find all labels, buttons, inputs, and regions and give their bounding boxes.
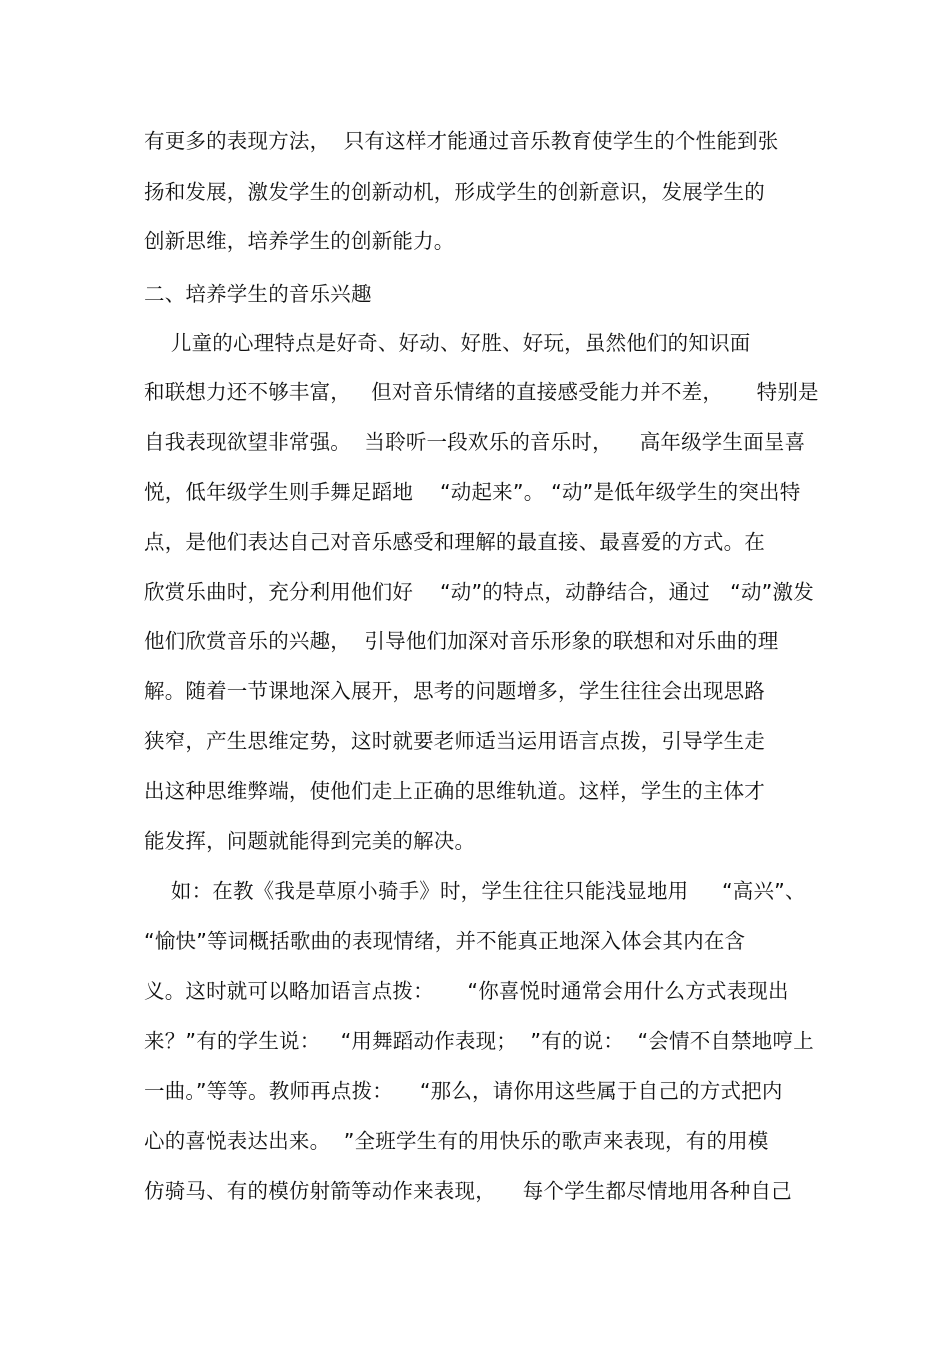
section-heading: 二、培养学生的音乐兴趣	[144, 282, 372, 306]
text-line: 来？”有的学生说： “用舞蹈动作表现； ”有的说： “会情不自禁地哼上	[144, 1029, 814, 1053]
text-line: 义。这时就可以略加语言点拨： “你喜悦时通常会用什么方式表现出	[144, 979, 789, 1003]
text-line: 一曲。”等等。教师再点拨： “那么，请你用这些属于自己的方式把内	[144, 1079, 783, 1103]
text-line: 狭窄，产生思维定势，这时就要老师适当运用语言点拨，引导学生走	[144, 729, 765, 753]
text-line: 扬和发展，激发学生的创新动机，形成学生的创新意识，发展学生的	[144, 180, 765, 204]
text-line: 自我表现欲望非常强。 当聆听一段欢乐的音乐时， 高年级学生面呈喜	[144, 430, 806, 454]
text-line: 有更多的表现方法， 只有这样才能通过音乐教育使学生的个性能到张	[144, 129, 779, 153]
text-line: 能发挥，问题就能得到完美的解决。	[144, 829, 476, 853]
text-line: 出这种思维弊端，使他们走上正确的思维轨道。这样，学生的主体才	[144, 779, 765, 803]
text-line: 如：在教《我是草原小骑手》时，学生往往只能浅显地用 “高兴”、	[144, 879, 806, 903]
text-line: 欣赏乐曲时，充分利用他们好 “动”的特点，动静结合，通过 “动”激发	[144, 580, 814, 604]
text-line: 悦，低年级学生则手舞足蹈地 “动起来”。 “动”是低年级学生的突出特	[144, 480, 801, 504]
text-line: 创新思维，培养学生的创新能力。	[144, 229, 455, 253]
text-line: 仿骑马、有的模仿射箭等动作来表现， 每个学生都尽情地用各种自己	[144, 1179, 792, 1203]
text-line: 儿童的心理特点是好奇、好动、好胜、好玩，虽然他们的知识面	[144, 331, 751, 355]
text-line: 和联想力还不够丰富， 但对音乐情绪的直接感受能力并不差， 特别是	[144, 380, 819, 404]
text-line: “愉快”等词概括歌曲的表现情绪，并不能真正地深入体会其内在含	[144, 929, 746, 953]
text-line: 他们欣赏音乐的兴趣， 引导他们加深对音乐形象的联想和对乐曲的理	[144, 629, 779, 653]
text-line: 点，是他们表达自己对音乐感受和理解的最直接、最喜爱的方式。在	[144, 530, 765, 554]
text-line: 解。随着一节课地深入展开，思考的问题增多，学生往往会出现思路	[144, 679, 765, 703]
text-line: 心的喜悦表达出来。 ”全班学生有的用快乐的歌声来表现，有的用模	[144, 1129, 769, 1153]
